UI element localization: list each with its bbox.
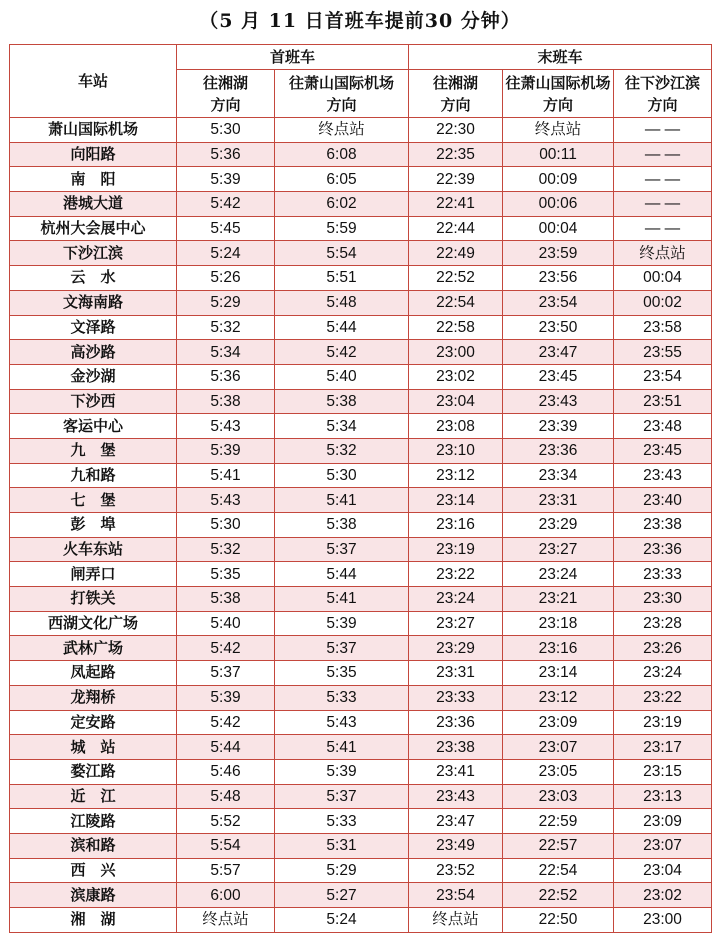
cell-first-to-xianghu: 5:39: [177, 685, 275, 710]
cell-last-to-xiasha-jiangbin: 00:02: [614, 290, 712, 315]
header-line2: 方向: [440, 95, 471, 114]
cell-last-to-airport: 23:50: [503, 315, 614, 340]
cell-station: 西湖文化广场: [10, 611, 177, 636]
timetable: [9, 44, 712, 933]
cell-station: 近 江: [10, 784, 177, 809]
table-row: [10, 389, 712, 414]
cell-first-to-xianghu: 终点站: [177, 908, 275, 933]
cell-last-to-xiasha-jiangbin: 23:54: [614, 364, 712, 389]
header-first-to-airport: [275, 70, 409, 118]
table-row: [10, 759, 712, 784]
cell-last-to-airport: 22:52: [503, 883, 614, 908]
cell-last-to-xiasha-jiangbin: 23:00: [614, 908, 712, 933]
cell-station: 江陵路: [10, 809, 177, 834]
cell-last-to-airport: 23:43: [503, 389, 614, 414]
cell-first-to-airport: 5:29: [275, 858, 409, 883]
cell-last-to-xianghu: 23:02: [409, 364, 503, 389]
table-row: [10, 685, 712, 710]
header-line1: 往下沙江滨: [625, 73, 701, 92]
cell-last-to-xianghu: 23:52: [409, 858, 503, 883]
header-first-to-xianghu: [177, 70, 275, 118]
cell-last-to-xiasha-jiangbin: 23:58: [614, 315, 712, 340]
cell-last-to-xianghu: 22:52: [409, 266, 503, 291]
cell-last-to-xianghu: 23:36: [409, 710, 503, 735]
cell-last-to-xiasha-jiangbin: 23:04: [614, 858, 712, 883]
cell-last-to-airport: 00:09: [503, 167, 614, 192]
header-line2: 方向: [326, 95, 357, 114]
cell-last-to-xianghu: 23:08: [409, 414, 503, 439]
cell-station: 高沙路: [10, 340, 177, 365]
cell-last-to-xiasha-jiangbin: 23:17: [614, 735, 712, 760]
cell-last-to-xiasha-jiangbin: — —: [614, 167, 712, 192]
cell-first-to-airport: 5:32: [275, 438, 409, 463]
header-last-train: 末班车: [409, 45, 712, 70]
cell-first-to-airport: 6:08: [275, 142, 409, 167]
cell-last-to-xiasha-jiangbin: 23:36: [614, 537, 712, 562]
cell-last-to-xianghu: 22:44: [409, 216, 503, 241]
cell-last-to-airport: 23:39: [503, 414, 614, 439]
cell-first-to-xianghu: 5:42: [177, 192, 275, 217]
cell-station: 文泽路: [10, 315, 177, 340]
table-row: [10, 833, 712, 858]
cell-last-to-xianghu: 23:33: [409, 685, 503, 710]
cell-last-to-xiasha-jiangbin: 23:30: [614, 587, 712, 612]
cell-last-to-airport: 23:24: [503, 562, 614, 587]
cell-first-to-airport: 5:41: [275, 735, 409, 760]
cell-first-to-xianghu: 5:41: [177, 463, 275, 488]
cell-first-to-airport: 5:33: [275, 685, 409, 710]
cell-first-to-xianghu: 5:37: [177, 661, 275, 686]
cell-station: 龙翔桥: [10, 685, 177, 710]
cell-last-to-xianghu: 23:12: [409, 463, 503, 488]
cell-first-to-xianghu: 5:36: [177, 364, 275, 389]
table-row: [10, 513, 712, 538]
cell-station: 南 阳: [10, 167, 177, 192]
table-row: [10, 192, 712, 217]
cell-station: 金沙湖: [10, 364, 177, 389]
cell-last-to-xiasha-jiangbin: 23:45: [614, 438, 712, 463]
cell-last-to-xiasha-jiangbin: 终点站: [614, 241, 712, 266]
cell-station: 九 堡: [10, 438, 177, 463]
cell-first-to-xianghu: 5:43: [177, 414, 275, 439]
cell-last-to-xiasha-jiangbin: — —: [614, 216, 712, 241]
header-line2: 方向: [543, 95, 574, 114]
cell-last-to-xianghu: 22:39: [409, 167, 503, 192]
table-row: [10, 142, 712, 167]
cell-last-to-xiasha-jiangbin: 23:02: [614, 883, 712, 908]
cell-first-to-xianghu: 5:34: [177, 340, 275, 365]
cell-last-to-airport: 22:57: [503, 833, 614, 858]
cell-last-to-xiasha-jiangbin: 23:40: [614, 488, 712, 513]
cell-first-to-airport: 5:39: [275, 759, 409, 784]
cell-first-to-airport: 5:38: [275, 513, 409, 538]
cell-first-to-xianghu: 5:46: [177, 759, 275, 784]
header-line1: 往湘湖: [433, 73, 479, 92]
header-first-train: 首班车: [177, 45, 409, 70]
table-row: [10, 364, 712, 389]
table-row: [10, 809, 712, 834]
cell-station: 滨康路: [10, 883, 177, 908]
cell-last-to-airport: 23:59: [503, 241, 614, 266]
cell-last-to-xiasha-jiangbin: — —: [614, 118, 712, 143]
cell-last-to-xianghu: 23:04: [409, 389, 503, 414]
cell-last-to-airport: 22:50: [503, 908, 614, 933]
cell-first-to-airport: 6:05: [275, 167, 409, 192]
cell-first-to-airport: 5:37: [275, 636, 409, 661]
cell-station: 火车东站: [10, 537, 177, 562]
cell-last-to-xiasha-jiangbin: 23:13: [614, 784, 712, 809]
table-row: [10, 241, 712, 266]
cell-first-to-xianghu: 5:42: [177, 636, 275, 661]
cell-first-to-airport: 5:44: [275, 315, 409, 340]
cell-station: 定安路: [10, 710, 177, 735]
cell-last-to-airport: 22:59: [503, 809, 614, 834]
table-row: [10, 216, 712, 241]
cell-first-to-airport: 5:40: [275, 364, 409, 389]
cell-last-to-xianghu: 23:10: [409, 438, 503, 463]
header-line1: 往萧山国际机场: [289, 73, 395, 92]
cell-station: 武林广场: [10, 636, 177, 661]
cell-first-to-xianghu: 5:48: [177, 784, 275, 809]
cell-first-to-airport: 5:33: [275, 809, 409, 834]
cell-first-to-xianghu: 5:35: [177, 562, 275, 587]
cell-last-to-xianghu: 23:29: [409, 636, 503, 661]
timetable-body: [10, 118, 712, 933]
table-row: [10, 537, 712, 562]
table-row: [10, 340, 712, 365]
cell-last-to-xianghu: 23:47: [409, 809, 503, 834]
cell-last-to-xianghu: 23:16: [409, 513, 503, 538]
cell-first-to-xianghu: 5:30: [177, 118, 275, 143]
cell-station: 下沙江滨: [10, 241, 177, 266]
cell-first-to-xianghu: 5:32: [177, 537, 275, 562]
cell-station: 七 堡: [10, 488, 177, 513]
table-row: [10, 266, 712, 291]
table-row: [10, 883, 712, 908]
table-row: [10, 735, 712, 760]
cell-last-to-xiasha-jiangbin: 23:22: [614, 685, 712, 710]
cell-first-to-xianghu: 5:32: [177, 315, 275, 340]
cell-first-to-xianghu: 5:29: [177, 290, 275, 315]
cell-last-to-xiasha-jiangbin: 23:09: [614, 809, 712, 834]
header-last-to-xianghu: [409, 70, 503, 118]
cell-last-to-xianghu: 22:58: [409, 315, 503, 340]
table-row: [10, 611, 712, 636]
cell-last-to-airport: 23:05: [503, 759, 614, 784]
table-row: [10, 858, 712, 883]
header-last-to-xiasha-jiangbin: [614, 70, 712, 118]
cell-last-to-airport: 23:54: [503, 290, 614, 315]
cell-station: 打铁关: [10, 587, 177, 612]
cell-last-to-airport: 23:18: [503, 611, 614, 636]
cell-last-to-xianghu: 22:30: [409, 118, 503, 143]
cell-first-to-xianghu: 5:45: [177, 216, 275, 241]
cell-first-to-airport: 5:37: [275, 784, 409, 809]
cell-last-to-airport: 23:21: [503, 587, 614, 612]
cell-last-to-xianghu: 23:24: [409, 587, 503, 612]
header-line2: 方向: [210, 95, 241, 114]
cell-last-to-airport: 00:06: [503, 192, 614, 217]
cell-first-to-airport: 5:48: [275, 290, 409, 315]
table-row: [10, 661, 712, 686]
cell-last-to-xiasha-jiangbin: 23:28: [614, 611, 712, 636]
cell-station: 云 水: [10, 266, 177, 291]
cell-station: 婺江路: [10, 759, 177, 784]
cell-station: 城 站: [10, 735, 177, 760]
cell-last-to-airport: 23:56: [503, 266, 614, 291]
cell-last-to-xianghu: 23:54: [409, 883, 503, 908]
cell-last-to-xiasha-jiangbin: — —: [614, 142, 712, 167]
cell-last-to-airport: 23:12: [503, 685, 614, 710]
cell-station: 萧山国际机场: [10, 118, 177, 143]
cell-last-to-airport: 22:54: [503, 858, 614, 883]
cell-first-to-xianghu: 5:57: [177, 858, 275, 883]
cell-first-to-airport: 终点站: [275, 118, 409, 143]
cell-station: 客运中心: [10, 414, 177, 439]
cell-last-to-xiasha-jiangbin: 00:04: [614, 266, 712, 291]
cell-last-to-xianghu: 终点站: [409, 908, 503, 933]
table-row: [10, 710, 712, 735]
cell-last-to-airport: 23:27: [503, 537, 614, 562]
cell-station: 下沙西: [10, 389, 177, 414]
cell-first-to-airport: 5:37: [275, 537, 409, 562]
cell-first-to-xianghu: 5:43: [177, 488, 275, 513]
table-row: [10, 167, 712, 192]
cell-first-to-airport: 5:30: [275, 463, 409, 488]
page-title: （5 月 11 日首班车提前30 分钟）: [199, 10, 521, 32]
table-row: [10, 414, 712, 439]
cell-first-to-xianghu: 5:52: [177, 809, 275, 834]
cell-last-to-xianghu: 23:43: [409, 784, 503, 809]
cell-first-to-airport: 5:54: [275, 241, 409, 266]
cell-first-to-xianghu: 5:42: [177, 710, 275, 735]
cell-last-to-xiasha-jiangbin: 23:43: [614, 463, 712, 488]
table-row: [10, 118, 712, 143]
cell-last-to-xianghu: 22:41: [409, 192, 503, 217]
cell-last-to-xiasha-jiangbin: 23:33: [614, 562, 712, 587]
cell-first-to-xianghu: 5:38: [177, 587, 275, 612]
cell-first-to-airport: 5:43: [275, 710, 409, 735]
cell-first-to-airport: 5:39: [275, 611, 409, 636]
cell-first-to-airport: 5:44: [275, 562, 409, 587]
cell-first-to-xianghu: 5:24: [177, 241, 275, 266]
table-row: [10, 438, 712, 463]
cell-station: 彭 埠: [10, 513, 177, 538]
table-row: [10, 290, 712, 315]
cell-first-to-xianghu: 5:39: [177, 438, 275, 463]
cell-last-to-xianghu: 23:38: [409, 735, 503, 760]
cell-first-to-xianghu: 5:26: [177, 266, 275, 291]
cell-first-to-xianghu: 5:54: [177, 833, 275, 858]
header-line1: 往湘湖: [202, 73, 248, 92]
cell-last-to-xiasha-jiangbin: 23:55: [614, 340, 712, 365]
cell-first-to-airport: 5:41: [275, 587, 409, 612]
cell-first-to-xianghu: 5:38: [177, 389, 275, 414]
cell-last-to-xianghu: 23:14: [409, 488, 503, 513]
cell-last-to-xianghu: 23:19: [409, 537, 503, 562]
cell-last-to-airport: 00:04: [503, 216, 614, 241]
cell-last-to-xianghu: 23:27: [409, 611, 503, 636]
cell-station: 向阳路: [10, 142, 177, 167]
cell-last-to-xianghu: 22:54: [409, 290, 503, 315]
cell-first-to-airport: 5:27: [275, 883, 409, 908]
table-row: [10, 463, 712, 488]
table-row: [10, 587, 712, 612]
cell-last-to-airport: 终点站: [503, 118, 614, 143]
cell-last-to-airport: 23:16: [503, 636, 614, 661]
cell-first-to-airport: 5:42: [275, 340, 409, 365]
cell-last-to-xianghu: 23:22: [409, 562, 503, 587]
cell-first-to-xianghu: 6:00: [177, 883, 275, 908]
header-line2: 方向: [647, 95, 678, 114]
cell-first-to-airport: 5:34: [275, 414, 409, 439]
cell-last-to-airport: 23:09: [503, 710, 614, 735]
cell-last-to-xiasha-jiangbin: 23:26: [614, 636, 712, 661]
cell-last-to-xiasha-jiangbin: 23:15: [614, 759, 712, 784]
cell-station: 杭州大会展中心: [10, 216, 177, 241]
cell-last-to-xianghu: 22:35: [409, 142, 503, 167]
cell-first-to-airport: 5:38: [275, 389, 409, 414]
table-row: [10, 488, 712, 513]
cell-first-to-airport: 6:02: [275, 192, 409, 217]
cell-first-to-xianghu: 5:40: [177, 611, 275, 636]
cell-station: 闸弄口: [10, 562, 177, 587]
cell-last-to-airport: 23:07: [503, 735, 614, 760]
cell-first-to-airport: 5:35: [275, 661, 409, 686]
cell-first-to-airport: 5:51: [275, 266, 409, 291]
cell-station: 西 兴: [10, 858, 177, 883]
cell-last-to-xianghu: 23:49: [409, 833, 503, 858]
header-line1: 往萧山国际机场: [505, 73, 611, 92]
cell-first-to-airport: 5:59: [275, 216, 409, 241]
header-last-to-airport: [503, 70, 614, 118]
table-row: [10, 315, 712, 340]
cell-last-to-xiasha-jiangbin: — —: [614, 192, 712, 217]
cell-last-to-airport: 23:47: [503, 340, 614, 365]
table-row: [10, 562, 712, 587]
cell-last-to-airport: 23:03: [503, 784, 614, 809]
cell-station: 港城大道: [10, 192, 177, 217]
cell-last-to-xianghu: 22:49: [409, 241, 503, 266]
cell-first-to-xianghu: 5:39: [177, 167, 275, 192]
cell-first-to-xianghu: 5:36: [177, 142, 275, 167]
header-station: 车站: [10, 45, 177, 118]
cell-last-to-airport: 23:36: [503, 438, 614, 463]
cell-first-to-xianghu: 5:44: [177, 735, 275, 760]
cell-last-to-xianghu: 23:31: [409, 661, 503, 686]
cell-station: 文海南路: [10, 290, 177, 315]
cell-first-to-xianghu: 5:30: [177, 513, 275, 538]
cell-last-to-xiasha-jiangbin: 23:48: [614, 414, 712, 439]
cell-last-to-xiasha-jiangbin: 23:24: [614, 661, 712, 686]
cell-last-to-xiasha-jiangbin: 23:07: [614, 833, 712, 858]
table-row: [10, 784, 712, 809]
cell-station: 滨和路: [10, 833, 177, 858]
cell-station: 凤起路: [10, 661, 177, 686]
cell-first-to-airport: 5:24: [275, 908, 409, 933]
cell-last-to-airport: 23:45: [503, 364, 614, 389]
cell-last-to-airport: 23:14: [503, 661, 614, 686]
cell-station: 湘 湖: [10, 908, 177, 933]
cell-first-to-airport: 5:41: [275, 488, 409, 513]
cell-last-to-xiasha-jiangbin: 23:51: [614, 389, 712, 414]
table-row: [10, 636, 712, 661]
cell-last-to-airport: 23:29: [503, 513, 614, 538]
cell-last-to-xianghu: 23:00: [409, 340, 503, 365]
cell-last-to-airport: 00:11: [503, 142, 614, 167]
cell-last-to-xiasha-jiangbin: 23:38: [614, 513, 712, 538]
cell-last-to-airport: 23:34: [503, 463, 614, 488]
cell-last-to-xiasha-jiangbin: 23:19: [614, 710, 712, 735]
cell-last-to-xianghu: 23:41: [409, 759, 503, 784]
table-row: [10, 908, 712, 933]
cell-last-to-airport: 23:31: [503, 488, 614, 513]
cell-station: 九和路: [10, 463, 177, 488]
cell-first-to-airport: 5:31: [275, 833, 409, 858]
